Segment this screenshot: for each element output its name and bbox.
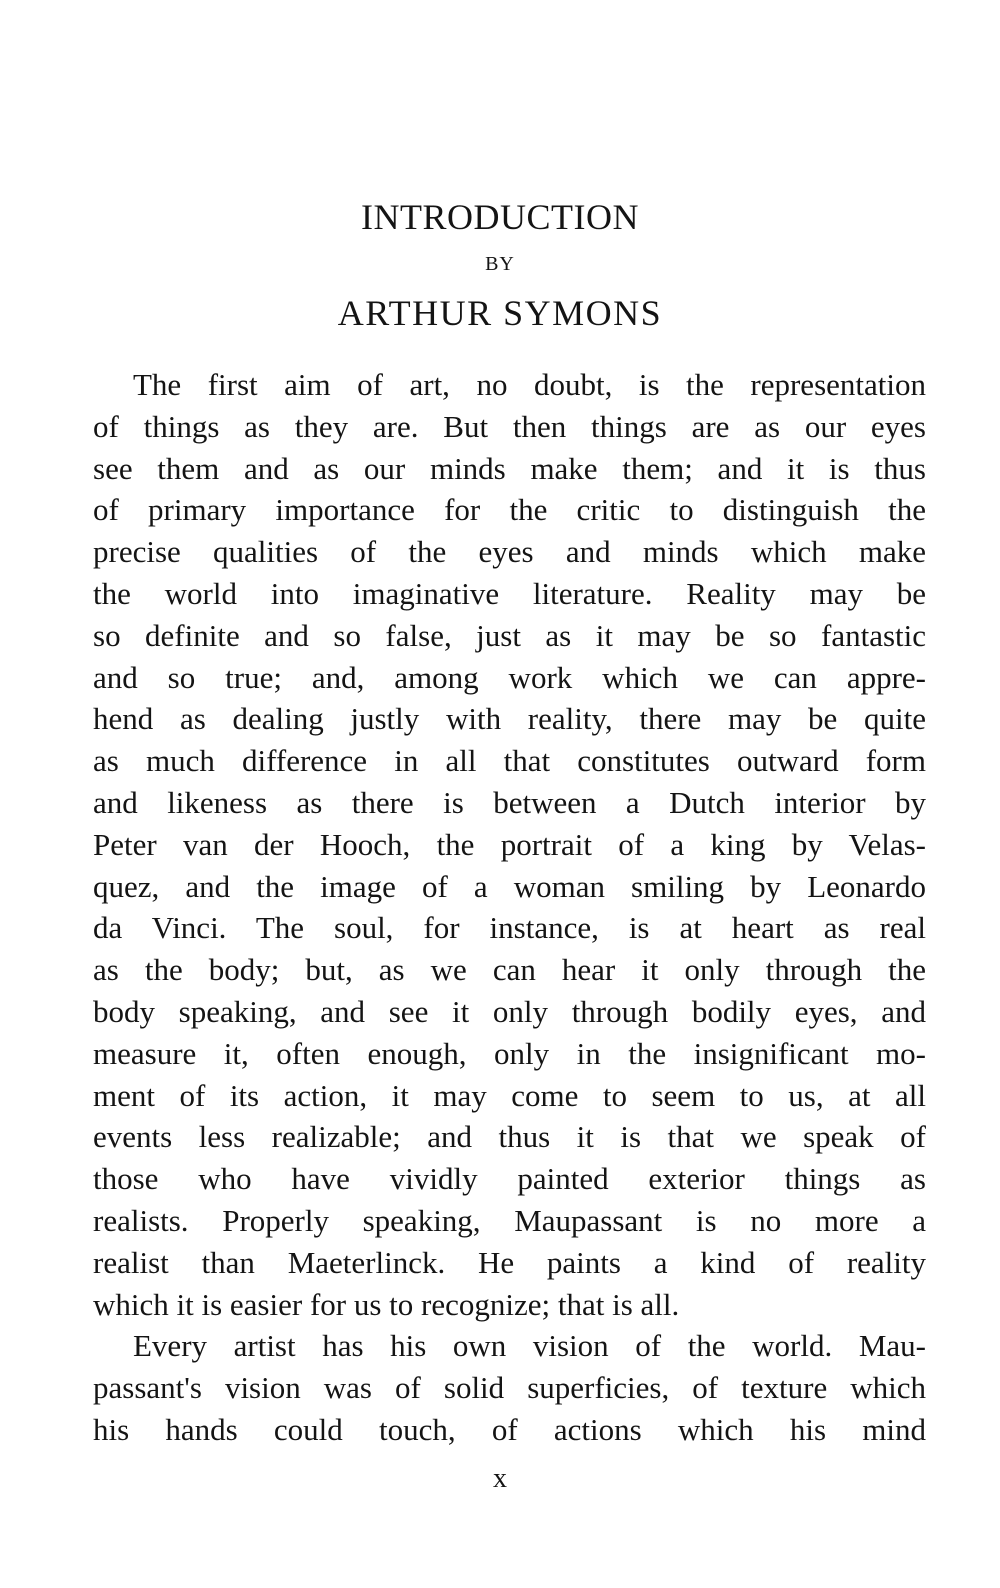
text-line: realist than Maeterlinck. He paints a kind of reality xyxy=(93,1244,926,1280)
text-line: those who have vividly painted exterior things as xyxy=(93,1161,926,1197)
text-line: Peter van der Hooch, the portrait of a king by Velas- xyxy=(93,826,926,862)
text-line: as the body; but, as we can hear it only through the xyxy=(93,952,926,988)
text-line: passant's vision was of solid superficies, of texture which xyxy=(93,1370,926,1406)
text-line: hend as dealing justly with reality, there may be quite xyxy=(93,701,926,737)
text-line: as much difference in all that constitutes outward form xyxy=(93,743,926,779)
text-line: of primary importance for the critic to distinguish the xyxy=(93,492,926,528)
text-line: ment of its action, it may come to seem to us, at all xyxy=(93,1077,926,1113)
text-line: Every artist has his own vision of the world. Mau- xyxy=(133,1328,926,1364)
text-line: which it is easier for us to recognize; that is all. xyxy=(93,1286,680,1322)
text-line: precise qualities of the eyes and minds which make xyxy=(93,534,926,570)
author-name: ARTHUR SYMONS xyxy=(337,293,663,333)
text-line: of things as they are. But then things are as our eyes xyxy=(93,408,926,444)
text-line: so definite and so false, just as it may be so fantastic xyxy=(93,617,926,653)
body-text xyxy=(93,364,926,1451)
text-line: his hands could touch, of actions which his mind xyxy=(93,1411,926,1447)
text-line: The first aim of art, no doubt, is the representation xyxy=(133,367,926,402)
text-line: da Vinci. The soul, for instance, is at heart as real xyxy=(93,910,926,946)
chapter-title: INTRODUCTION xyxy=(361,197,639,237)
text-line: quez, and the image of a woman smiling by Leonardo xyxy=(93,868,926,904)
text-line: and likeness as there is between a Dutch interior by xyxy=(93,784,926,820)
text-line: body speaking, and see it only through bodily eyes, and xyxy=(93,993,926,1029)
page-number: x xyxy=(493,1463,507,1494)
text-line: events less realizable; and thus it is that we speak of xyxy=(93,1119,926,1155)
text-line: realists. Properly speaking, Maupassant is no more a xyxy=(93,1202,926,1238)
text-line: see them and as our minds make them; and it is thus xyxy=(93,450,926,486)
text-line: and so true; and, among work which we can appre- xyxy=(93,659,926,695)
text-line: measure it, often enough, only in the insignificant mo- xyxy=(93,1035,926,1071)
byline-by: BY xyxy=(485,253,515,275)
text-line: the world into imaginative literature. Reality may be xyxy=(93,575,926,611)
